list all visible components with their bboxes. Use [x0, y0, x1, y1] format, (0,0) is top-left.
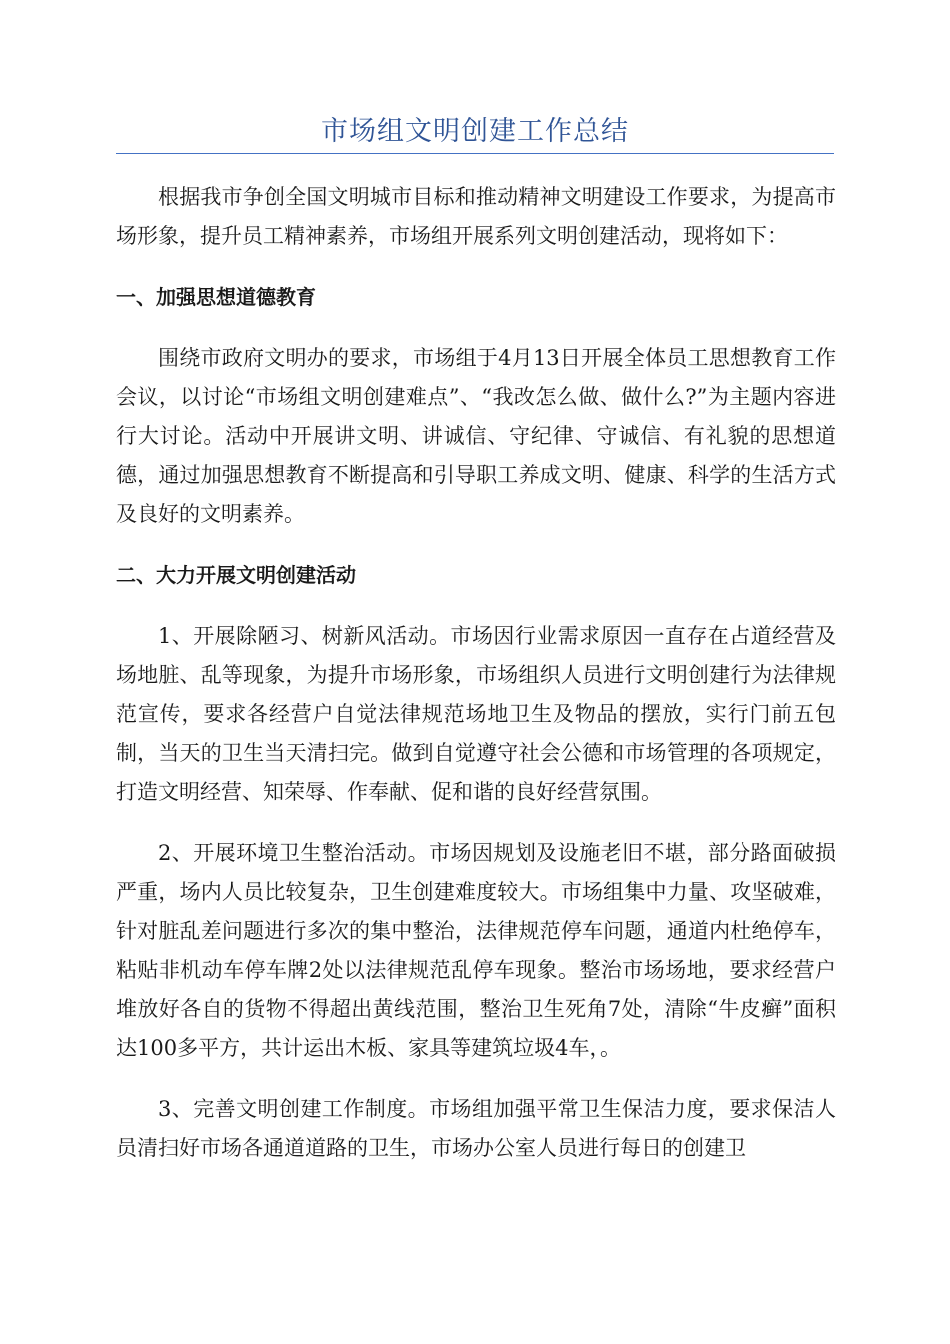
document-body — [116, 178, 836, 1190]
section-1-paragraph-1: 围绕市政府文明办的要求，市场组于4月13日开展全体员工思想教育工作会议，以讨论“市场组文明创建难点”、“我改怎么做、做什么?”为主题内容进行大讨论。活动中开展讲文明、讲诚信、守纪律、守诚信、有礼貌的思想道德，通过加强思想教育不断提高和引导职工养成文明、健康、科学的生活方式及良好的文明素养。 — [116, 346, 836, 526]
section-2-paragraph-3: 3、完善文明创建工作制度。市场组加强平常卫生保洁力度，要求保洁人员清扫好市场各通道道路的卫生，市场办公室人员进行每日的创建卫 — [116, 1097, 836, 1160]
document-title: 市场组文明创建工作总结 — [321, 116, 629, 147]
title-underline — [116, 153, 834, 154]
intro-paragraph: 根据我市争创全国文明城市目标和推动精神文明建设工作要求，为提高市场形象，提升员工精神素养，市场组开展系列文明创建活动，现将如下： — [116, 185, 836, 248]
section-2-paragraph-1: 1、开展除陋习、树新风活动。市场因行业需求原因一直存在占道经营及场地脏、乱等现象，为提升市场形象，市场组织人员进行文明创建行为法律规范宣传，要求各经营户自觉法律规范场地卫生及物品的摆放，实行门前五包制，当天的卫生当天清扫完。做到自觉遵守社会公德和市场管理的各项规定，打造文明经营、知荣辱、作奉献、促和谐的良好经营氛围。 — [116, 624, 836, 804]
section-heading-2: 二、大力开展文明创建活动 — [116, 563, 356, 587]
section-2-paragraph-2: 2、开展环境卫生整治活动。市场因规划及设施老旧不堪，部分路面破损严重，场内人员比较复杂，卫生创建难度较大。市场组集中力量、攻坚破难，针对脏乱差问题进行多次的集中整治，法律规范停车问题，通道内杜绝停车，粘贴非机动车停车牌2处以法律规范乱停车现象。整治市场场地，要求经营户堆放好各自的货物不得超出黄线范围，整治卫生死角7处，清除“牛皮癣”面积达100多平方，共计运出木板、家具等建筑垃圾4车，。 — [116, 841, 836, 1060]
section-heading-1: 一、加强思想道德教育 — [116, 285, 316, 309]
